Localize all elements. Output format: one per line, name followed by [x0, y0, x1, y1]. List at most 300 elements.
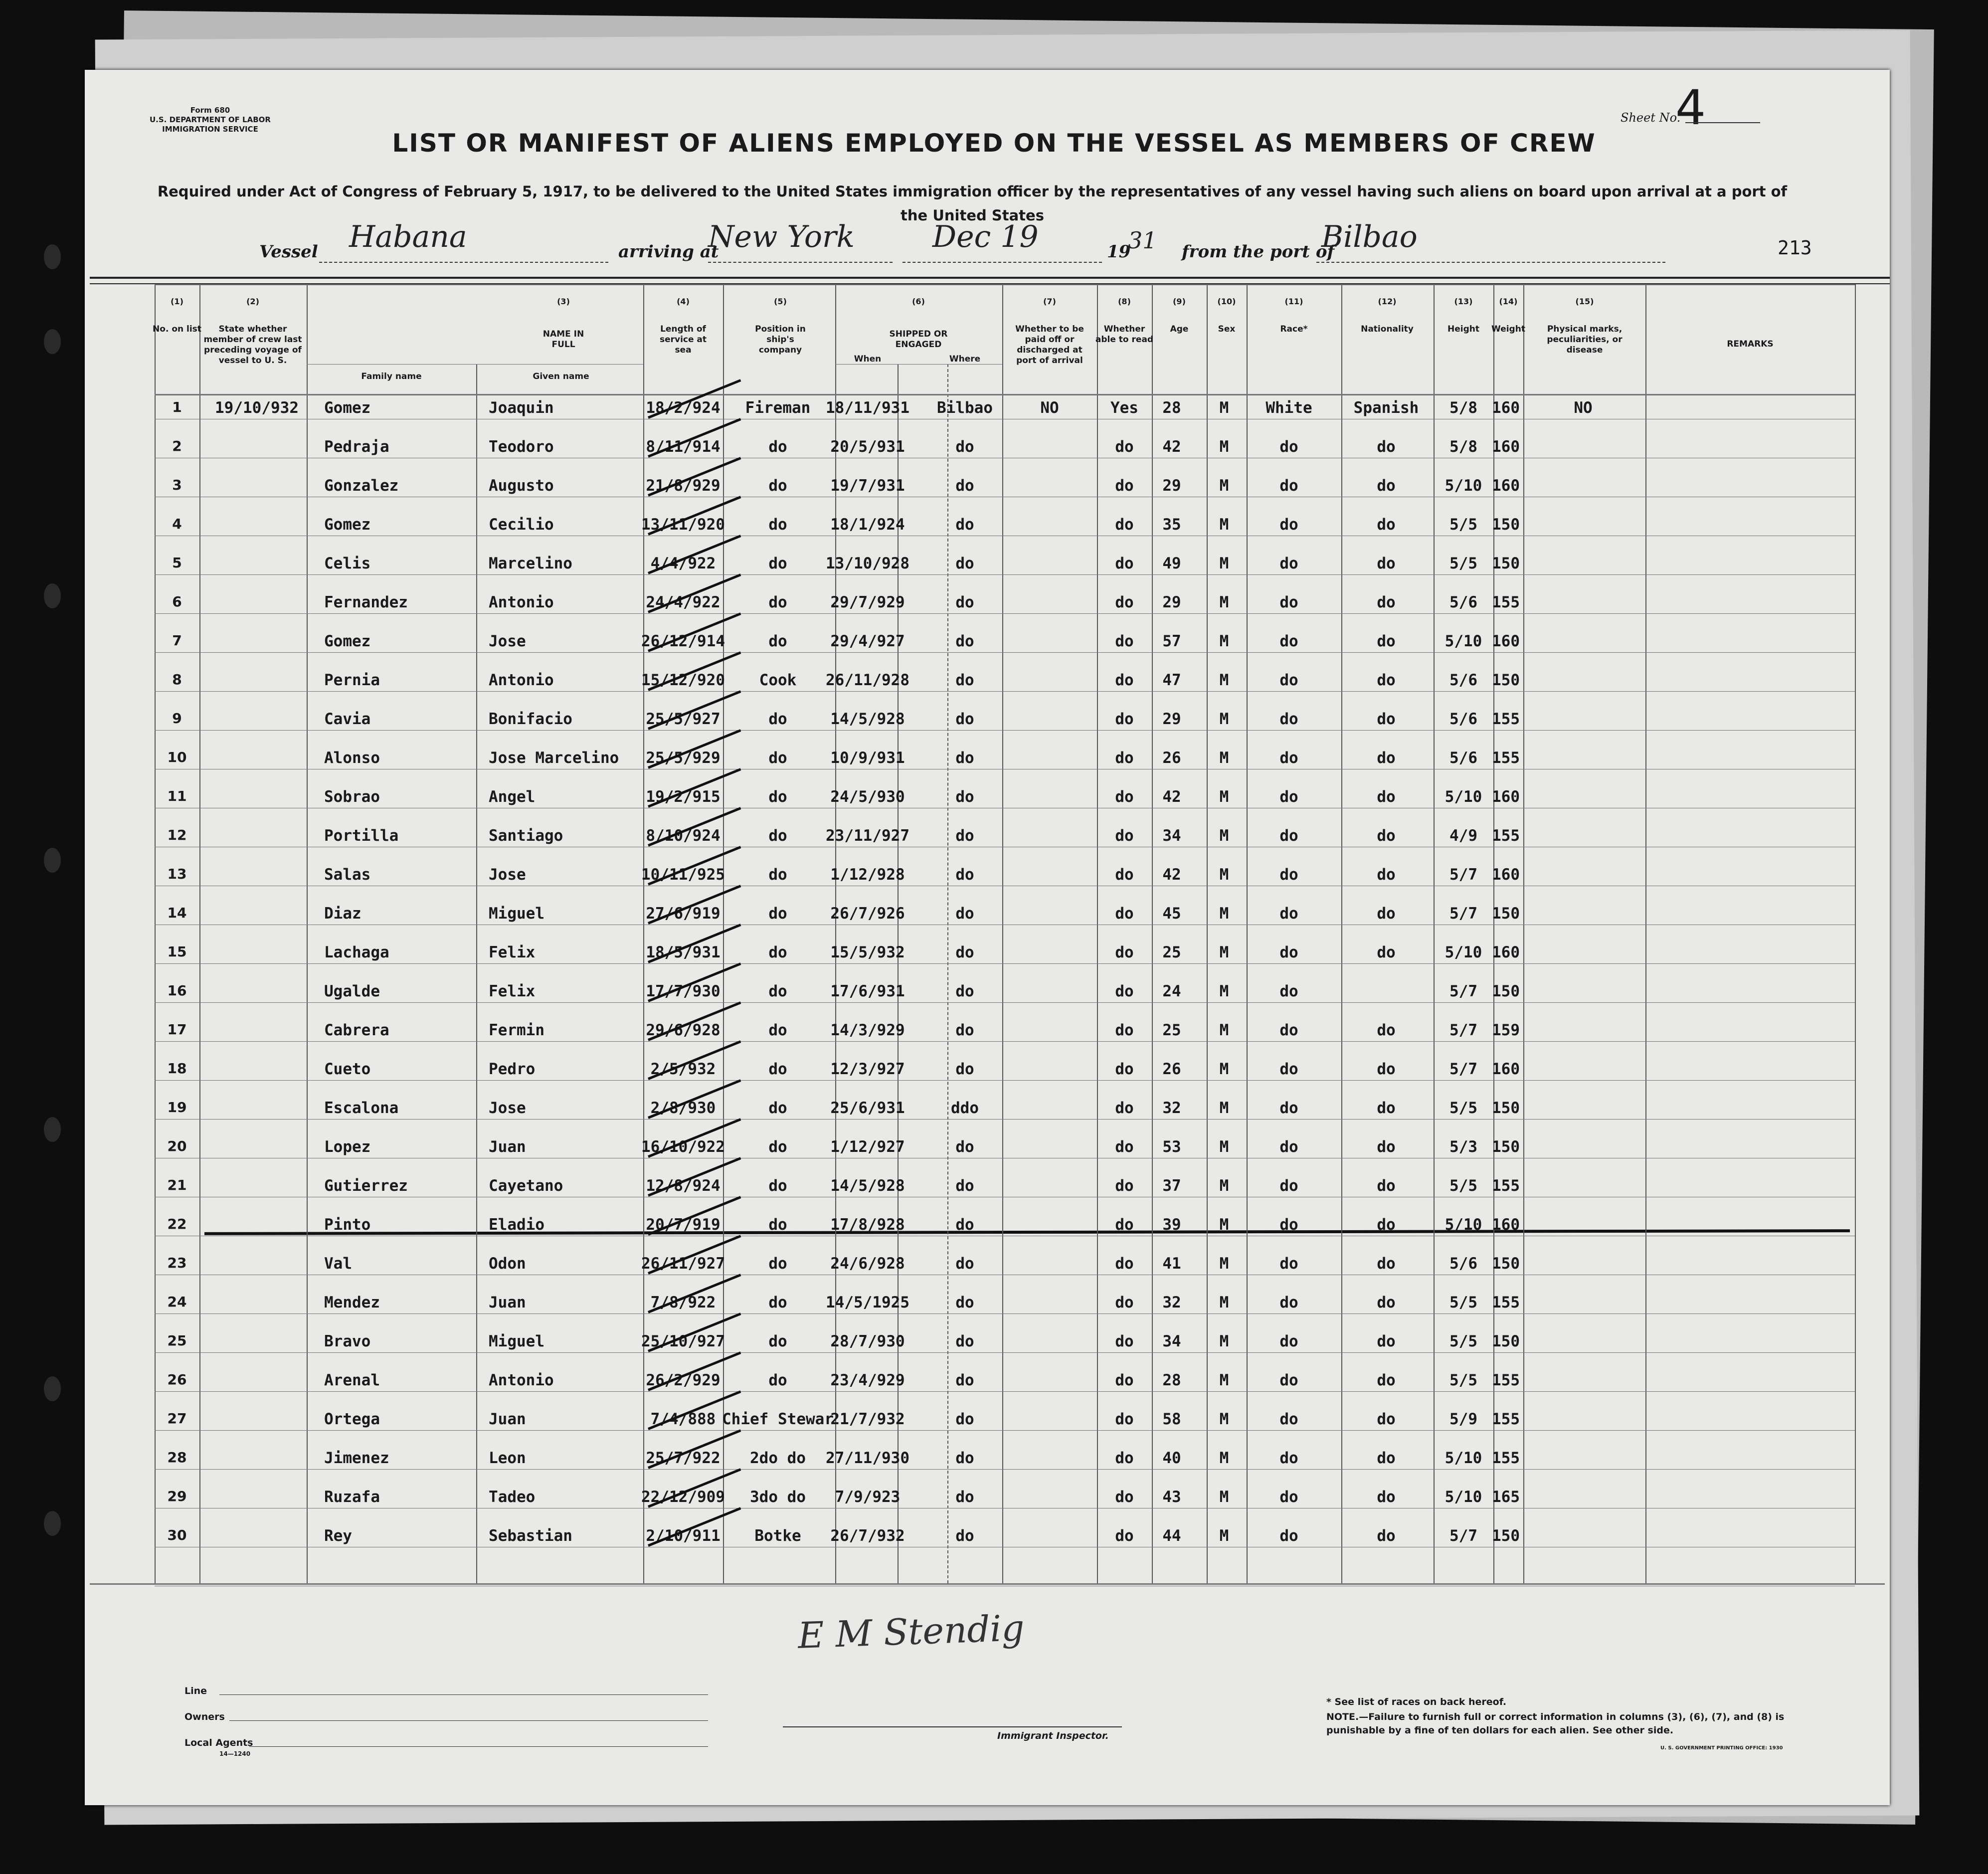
- cell-race: do: [1279, 749, 1298, 767]
- cell-where: do: [955, 1255, 974, 1273]
- cell-position: Fireman: [745, 399, 811, 417]
- cell-weight: 150: [1492, 516, 1520, 534]
- cell-where: do: [955, 1138, 974, 1156]
- agents-underline: [249, 1746, 708, 1747]
- cell-where: Bilbao: [937, 399, 993, 417]
- cell-given-name: Miguel: [489, 1332, 544, 1350]
- cell-when: 17/8/928: [830, 1216, 905, 1234]
- table-column-rule: [1855, 284, 1856, 1583]
- cell-where: do: [955, 671, 974, 689]
- cell-position: do: [768, 943, 787, 961]
- cell-service: 12/8/924: [646, 1177, 721, 1195]
- year-prefix: 19: [1107, 242, 1131, 262]
- cell-height: 5/7: [1449, 982, 1477, 1000]
- column-number: (8): [1118, 297, 1131, 306]
- cell-age: 34: [1162, 1332, 1181, 1350]
- cell-family-name: Alonso: [324, 749, 380, 767]
- cell-read: do: [1115, 788, 1134, 806]
- cell-where: do: [955, 1021, 974, 1039]
- cell-age: 29: [1162, 710, 1181, 728]
- cell-height: 5/7: [1449, 1021, 1477, 1039]
- row-number: 24: [167, 1294, 187, 1310]
- arrival-underline: [708, 262, 893, 263]
- cell-position: do: [768, 905, 787, 923]
- arriving-label: arriving at: [618, 242, 719, 262]
- cell-position: 3do do: [750, 1488, 806, 1506]
- cell-given-name: Tadeo: [489, 1488, 536, 1506]
- row-number: 28: [167, 1449, 187, 1466]
- sheet-number: 4: [1675, 80, 1706, 136]
- cell-race: do: [1279, 438, 1298, 456]
- cell-when: 27/11/930: [826, 1449, 909, 1467]
- cell-age: 45: [1162, 905, 1181, 923]
- cell-nat: do: [1377, 516, 1396, 534]
- cell-given-name: Juan: [489, 1294, 526, 1312]
- cell-family-name: Gonzalez: [324, 477, 399, 495]
- table-row-rule: [155, 652, 1855, 653]
- cell-weight: 160: [1492, 788, 1520, 806]
- cell-position: do: [768, 555, 787, 572]
- cell-position: do: [768, 1216, 787, 1234]
- cell-where: do: [955, 593, 974, 611]
- cell-family-name: Lachaga: [324, 943, 389, 961]
- cell-family-name: Pernia: [324, 671, 380, 689]
- column-header: NAME IN FULL: [542, 329, 584, 350]
- cell-nat: do: [1377, 710, 1396, 728]
- cell-position: do: [768, 632, 787, 650]
- cell-read: do: [1115, 982, 1134, 1000]
- cell-nat: do: [1377, 1177, 1396, 1195]
- cell-age: 26: [1162, 749, 1181, 767]
- cell-read: do: [1115, 1371, 1134, 1389]
- cell-age: 42: [1162, 788, 1181, 806]
- cell-sex: M: [1219, 1177, 1229, 1195]
- cell-weight: 160: [1492, 399, 1520, 417]
- cell-weight: 159: [1492, 1021, 1520, 1039]
- cell-age: 53: [1162, 1138, 1181, 1156]
- cell-read: do: [1115, 1332, 1134, 1350]
- subheader-when: When: [854, 354, 882, 364]
- table-row-rule: [155, 613, 1855, 614]
- cell-family-name: Lopez: [324, 1138, 371, 1156]
- cell-race: White: [1265, 399, 1312, 417]
- cell-age: 26: [1162, 1060, 1181, 1078]
- cell-race: do: [1279, 866, 1298, 884]
- race-footnote: * See list of races on back hereof.: [1326, 1696, 1507, 1707]
- cell-race: do: [1279, 1216, 1298, 1234]
- cell-race: do: [1279, 1449, 1298, 1467]
- table-column-rule: [898, 364, 899, 1583]
- cell-given-name: Fermin: [489, 1021, 544, 1039]
- table-row-rule: [155, 574, 1855, 575]
- cell-weight: 155: [1492, 710, 1520, 728]
- cell-position: do: [768, 1060, 787, 1078]
- cell-position: do: [768, 749, 787, 767]
- column-header: Whether able to read: [1095, 324, 1154, 345]
- table-row-rule: [155, 1352, 1855, 1353]
- table-row-rule: [155, 1041, 1855, 1042]
- row-number: 29: [167, 1488, 187, 1504]
- cell-position: 2do do: [750, 1449, 806, 1467]
- table-rule: [90, 1583, 1885, 1585]
- cell-weight: 150: [1492, 1527, 1520, 1545]
- table-column-rule: [1341, 284, 1342, 1583]
- column-header: State whether member of crew last preceding voyage of vessel to U. S.: [203, 324, 302, 366]
- cell-sex: M: [1219, 1216, 1229, 1234]
- cell-weight: 160: [1492, 477, 1520, 495]
- cell-height: 5/5: [1449, 1371, 1477, 1389]
- cell-position: Cook: [759, 671, 797, 689]
- cell-position: do: [768, 516, 787, 534]
- table-row-rule: [155, 691, 1855, 692]
- cell-age: 29: [1162, 477, 1181, 495]
- cell-where: do: [955, 555, 974, 572]
- row-number: 11: [167, 788, 187, 804]
- cell-service: 10/11/925: [641, 866, 725, 884]
- cell-position: do: [768, 593, 787, 611]
- header-rule: [90, 277, 1890, 279]
- cell-age: 58: [1162, 1410, 1181, 1428]
- cell-when: 26/11/928: [826, 671, 909, 689]
- cell-nat: do: [1377, 1527, 1396, 1545]
- table-column-rule: [723, 284, 724, 1583]
- cell-position: do: [768, 1138, 787, 1156]
- cell-service: 21/8/929: [646, 477, 721, 495]
- cell-service: 19/2/915: [646, 788, 721, 806]
- row-number: 19: [167, 1099, 187, 1116]
- cell-read: do: [1115, 1488, 1134, 1506]
- cell-height: 5/6: [1449, 1255, 1477, 1273]
- cell-nat: do: [1377, 788, 1396, 806]
- cell-where: do: [955, 866, 974, 884]
- cell-race: do: [1279, 1527, 1298, 1545]
- column-number: (1): [171, 297, 183, 306]
- column-header: Race*: [1280, 324, 1308, 334]
- row-number: 8: [172, 671, 182, 688]
- cell-family-name: Bravo: [324, 1332, 371, 1350]
- agents-code: 14—1240: [219, 1750, 251, 1757]
- cell-height: 5/6: [1449, 593, 1477, 611]
- cell-read: do: [1115, 943, 1134, 961]
- cell-age: 47: [1162, 671, 1181, 689]
- cell-age: 41: [1162, 1255, 1181, 1273]
- cell-position: do: [768, 1099, 787, 1117]
- row-number: 20: [167, 1138, 187, 1154]
- cell-when: 14/3/929: [830, 1021, 905, 1039]
- cell-when: 1/12/927: [830, 1138, 905, 1156]
- cell-sex: M: [1219, 438, 1229, 456]
- cell-position: do: [768, 827, 787, 845]
- row-number: 15: [167, 943, 187, 960]
- cell-weight: 160: [1492, 632, 1520, 650]
- row-number: 12: [167, 827, 187, 843]
- cell-height: 5/10: [1445, 1216, 1482, 1234]
- cell-height: 5/5: [1449, 1177, 1477, 1195]
- cell-read: do: [1115, 749, 1134, 767]
- cell-given-name: Miguel: [489, 905, 544, 923]
- cell-race: do: [1279, 982, 1298, 1000]
- cell-given-name: Cecilio: [489, 516, 554, 534]
- cell-height: 5/5: [1449, 1099, 1477, 1117]
- cell-when: 24/5/930: [830, 788, 905, 806]
- cell-age: 40: [1162, 1449, 1181, 1467]
- cell-when: 23/11/927: [826, 827, 909, 845]
- cell-where: do: [955, 982, 974, 1000]
- cell-given-name: Leon: [489, 1449, 526, 1467]
- cell-given-name: Juan: [489, 1138, 526, 1156]
- cell-age: 37: [1162, 1177, 1181, 1195]
- cell-race: do: [1279, 1371, 1298, 1389]
- cell-weight: 150: [1492, 905, 1520, 923]
- cell-height: 5/9: [1449, 1410, 1477, 1428]
- table-rule: [307, 364, 643, 365]
- table-column-rule: [476, 364, 477, 1583]
- cell-position: do: [768, 1294, 787, 1312]
- cell-position: do: [768, 1332, 787, 1350]
- cell-sex: M: [1219, 1099, 1229, 1117]
- cell-height: 5/8: [1449, 438, 1477, 456]
- cell-family-name: Sobrao: [324, 788, 380, 806]
- cell-read: do: [1115, 1255, 1134, 1273]
- cell-nat: do: [1377, 749, 1396, 767]
- cell-when: 18/1/924: [830, 516, 905, 534]
- punch-hole: [44, 329, 61, 354]
- cell-race: do: [1279, 1177, 1298, 1195]
- cell-sex: M: [1219, 1527, 1229, 1545]
- cell-age: 32: [1162, 1099, 1181, 1117]
- cell-nat: do: [1377, 1021, 1396, 1039]
- cell-service: 25/5/927: [646, 710, 721, 728]
- cell-position: do: [768, 1021, 787, 1039]
- cell-service: 8/10/924: [646, 827, 721, 845]
- cell-sex: M: [1219, 1255, 1229, 1273]
- cell-weight: 155: [1492, 593, 1520, 611]
- cell-given-name: Cayetano: [489, 1177, 563, 1195]
- cell-read: do: [1115, 555, 1134, 572]
- cell-sex: M: [1219, 982, 1229, 1000]
- column-number: (14): [1499, 297, 1518, 306]
- cell-position: do: [768, 477, 787, 495]
- cell-read: do: [1115, 866, 1134, 884]
- cell-race: do: [1279, 1138, 1298, 1156]
- cell-nat: do: [1377, 555, 1396, 572]
- cell-sex: M: [1219, 477, 1229, 495]
- cell-service: 2/10/911: [646, 1527, 721, 1545]
- cell-weight: 160: [1492, 1060, 1520, 1078]
- cell-given-name: Felix: [489, 943, 536, 961]
- cell-height: 5/5: [1449, 516, 1477, 534]
- cell-age: 39: [1162, 1216, 1181, 1234]
- cell-when: 17/6/931: [830, 982, 905, 1000]
- cell-sex: M: [1219, 749, 1229, 767]
- cell-where: do: [955, 516, 974, 534]
- cell-given-name: Eladio: [489, 1216, 544, 1234]
- cell-when: 20/5/931: [830, 438, 905, 456]
- cell-position: Botke: [754, 1527, 801, 1545]
- inspector-label: Immigrant Inspector.: [997, 1730, 1109, 1741]
- sheet-number-label: Sheet No.: [1621, 111, 1681, 125]
- column-header: Length of service at sea: [659, 324, 707, 355]
- cell-height: 5/6: [1449, 671, 1477, 689]
- cell-height: 5/10: [1445, 943, 1482, 961]
- cell-age: 42: [1162, 866, 1181, 884]
- cell-nat: do: [1377, 1099, 1396, 1117]
- cell-race: do: [1279, 671, 1298, 689]
- cell-sex: M: [1219, 1021, 1229, 1039]
- cell-where: do: [955, 827, 974, 845]
- form-number: Form 680: [190, 106, 230, 115]
- cell-height: 5/10: [1445, 1488, 1482, 1506]
- column-number: (6): [912, 297, 925, 306]
- cell-race: do: [1279, 1332, 1298, 1350]
- cell-height: 5/10: [1445, 477, 1482, 495]
- cell-when: 29/7/929: [830, 593, 905, 611]
- manifest-subtitle: Required under Act of Congress of February 5, 1917, to be delivered to the United States immigration officer by the representatives of any vessel having such aliens on board upon arrival at a port of the United States: [157, 183, 1788, 224]
- cell-where: do: [955, 788, 974, 806]
- cell-height: 5/6: [1449, 749, 1477, 767]
- cell-given-name: Santiago: [489, 827, 563, 845]
- cell-when: 25/6/931: [830, 1099, 905, 1117]
- cell-sex: M: [1219, 943, 1229, 961]
- cell-race: do: [1279, 827, 1298, 845]
- row-number: 4: [172, 516, 182, 532]
- stamped-number: 213: [1778, 237, 1812, 259]
- table-row-rule: [155, 1080, 1855, 1081]
- cell-read: do: [1115, 1138, 1134, 1156]
- printer-imprint: U. S. GOVERNMENT PRINTING OFFICE: 1930: [1660, 1745, 1783, 1751]
- cell-service: 18/5/931: [646, 943, 721, 961]
- cell-age: 29: [1162, 593, 1181, 611]
- subheader-where: Where: [949, 354, 981, 364]
- cell-where: do: [955, 1410, 974, 1428]
- cell-weight: 150: [1492, 555, 1520, 572]
- cell-age: 25: [1162, 943, 1181, 961]
- cell-race: do: [1279, 1255, 1298, 1273]
- cell-race: do: [1279, 1294, 1298, 1312]
- cell-read: do: [1115, 710, 1134, 728]
- table-row-rule: [155, 1391, 1855, 1392]
- cell-sex: M: [1219, 1410, 1229, 1428]
- row-number: 14: [167, 905, 187, 921]
- cell-service: 25/5/929: [646, 749, 721, 767]
- cell-read: do: [1115, 671, 1134, 689]
- cell-where: do: [955, 1216, 974, 1234]
- cell-race: do: [1279, 477, 1298, 495]
- table-column-rule: [1645, 284, 1646, 1583]
- cell-service: 2/5/932: [650, 1060, 716, 1078]
- cell-sex: M: [1219, 905, 1229, 923]
- cell-service: 24/4/922: [646, 593, 721, 611]
- cell-sex: M: [1219, 827, 1229, 845]
- cell-family-name: Diaz: [324, 905, 361, 923]
- cell-where: do: [955, 438, 974, 456]
- cell-where: do: [955, 905, 974, 923]
- table-column-rule: [643, 284, 644, 1583]
- cell-when: 12/3/927: [830, 1060, 905, 1078]
- cell-sex: M: [1219, 1332, 1229, 1350]
- table-column-rule: [1097, 284, 1098, 1583]
- cell-height: 5/8: [1449, 399, 1477, 417]
- row-number: 3: [172, 477, 182, 493]
- table-column-rule: [1523, 284, 1524, 1583]
- cell-nat: do: [1377, 1255, 1396, 1273]
- cell-where: ddo: [951, 1099, 979, 1117]
- cell-sex: M: [1219, 788, 1229, 806]
- port-underline: [1316, 262, 1665, 263]
- row-number: 6: [172, 593, 182, 610]
- cell-where: do: [955, 1294, 974, 1312]
- cell-prev: 19/10/932: [215, 399, 299, 417]
- cell-sex: M: [1219, 1060, 1229, 1078]
- row-number: 23: [167, 1255, 187, 1271]
- column-number: (4): [677, 297, 690, 306]
- row-number: 16: [167, 982, 187, 999]
- cell-age: 25: [1162, 1021, 1181, 1039]
- cell-family-name: Ruzafa: [324, 1488, 380, 1506]
- cell-family-name: Gomez: [324, 516, 371, 534]
- cell-family-name: Mendez: [324, 1294, 380, 1312]
- cell-service: 17/7/930: [646, 982, 721, 1000]
- cell-sex: M: [1219, 593, 1229, 611]
- cell-family-name: Jimenez: [324, 1449, 389, 1467]
- cell-where: do: [955, 710, 974, 728]
- cell-nat: do: [1377, 1294, 1396, 1312]
- cell-read: do: [1115, 827, 1134, 845]
- cell-service: 7/4/888: [650, 1410, 716, 1428]
- cell-position: Chief Stewar: [722, 1410, 834, 1428]
- cell-service: 26/2/929: [646, 1371, 721, 1389]
- cell-age: 49: [1162, 555, 1181, 572]
- cell-when: 28/7/930: [830, 1332, 905, 1350]
- cell-weight: 155: [1492, 749, 1520, 767]
- cell-nat: Spanish: [1353, 399, 1419, 417]
- cell-race: do: [1279, 593, 1298, 611]
- cell-given-name: Pedro: [489, 1060, 536, 1078]
- cell-nat: do: [1377, 905, 1396, 923]
- cell-family-name: Escalona: [324, 1099, 399, 1117]
- column-number: (2): [246, 297, 259, 306]
- cell-nat: do: [1377, 866, 1396, 884]
- cell-when: 14/5/1925: [826, 1294, 909, 1312]
- cell-when: 24/6/928: [830, 1255, 905, 1273]
- cell-given-name: Jose: [489, 632, 526, 650]
- table-column-rule: [1152, 284, 1153, 1583]
- cell-given-name: Antonio: [489, 593, 554, 611]
- cell-read: do: [1115, 1021, 1134, 1039]
- row-number: 30: [167, 1527, 187, 1543]
- cell-service: 18/2/924: [646, 399, 721, 417]
- cell-read: do: [1115, 477, 1134, 495]
- punch-hole: [44, 1117, 61, 1142]
- cell-sex: M: [1219, 1449, 1229, 1467]
- cell-service: 20/7/919: [646, 1216, 721, 1234]
- punch-hole: [44, 244, 61, 269]
- column-number: (3): [557, 297, 570, 306]
- column-header: Sex: [1218, 324, 1236, 334]
- cell-height: 5/10: [1445, 1449, 1482, 1467]
- cell-given-name: Jose: [489, 866, 526, 884]
- cell-nat: do: [1377, 477, 1396, 495]
- row-number: 7: [172, 632, 182, 649]
- cell-given-name: Sebastian: [489, 1527, 572, 1545]
- row-number: 18: [167, 1060, 187, 1077]
- cell-where: do: [955, 1060, 974, 1078]
- vessel-label: Vessel: [259, 242, 318, 262]
- cell-where: do: [955, 943, 974, 961]
- table-column-rule: [199, 284, 200, 1583]
- cell-weight: 160: [1492, 943, 1520, 961]
- cell-age: 43: [1162, 1488, 1181, 1506]
